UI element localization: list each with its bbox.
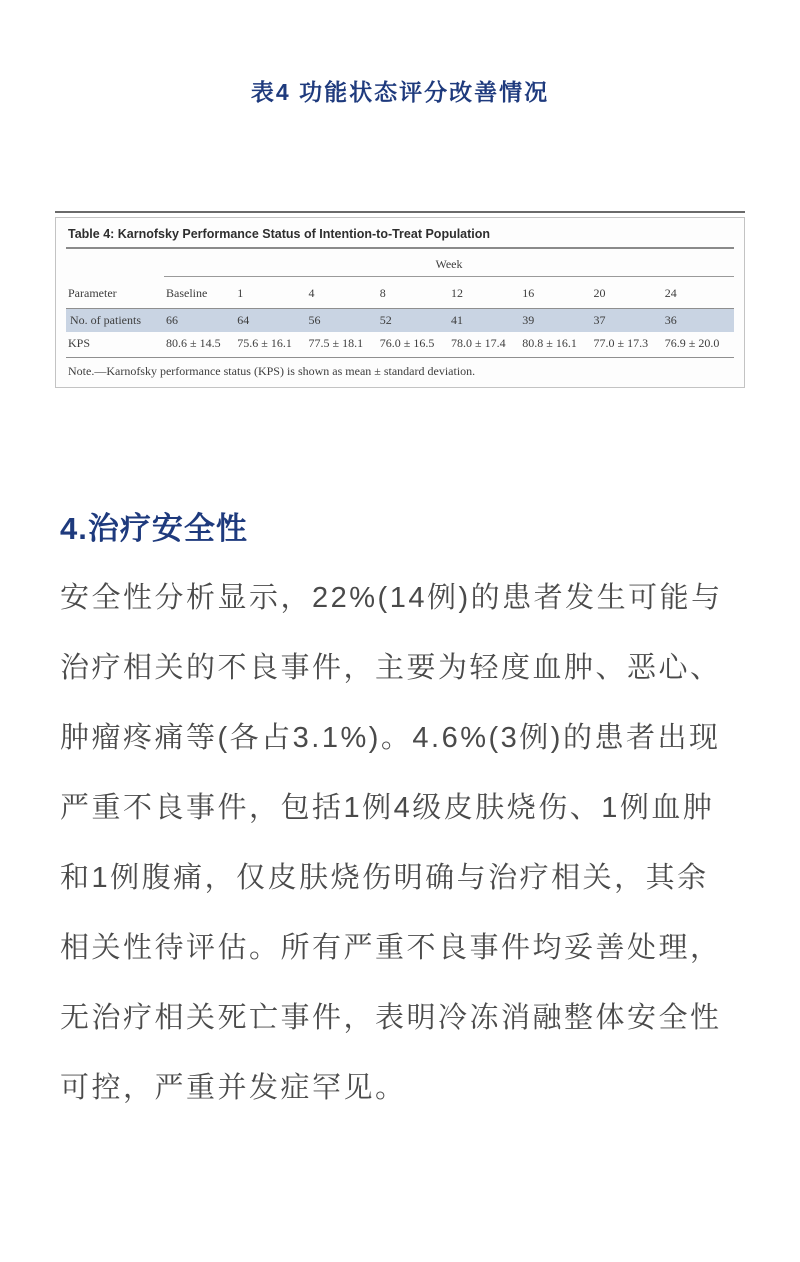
- column-header: Baseline: [164, 277, 235, 309]
- table-cell: 36: [663, 309, 734, 333]
- paragraph-line: 严重不良事件，包括1例4级皮肤烧伤、1例血肿: [60, 792, 715, 824]
- paragraph-line: 治疗相关的不良事件，主要为轻度血肿、恶心、: [60, 652, 722, 684]
- paragraph-line: 可控，严重并发症罕见。: [60, 1072, 407, 1104]
- row-label: KPS: [66, 332, 164, 358]
- table-box: [55, 217, 745, 388]
- table-cell: 56: [307, 309, 378, 333]
- table-cell: 76.9 ± 20.0: [663, 332, 734, 358]
- column-header: 24: [663, 277, 734, 309]
- column-header: 16: [520, 277, 591, 309]
- table-cell: 37: [592, 309, 663, 333]
- table-cell: 80.6 ± 14.5: [164, 332, 235, 358]
- journal-table-figure: [55, 211, 745, 388]
- table-cell: 80.8 ± 16.1: [520, 332, 591, 358]
- table-cell: 76.0 ± 16.5: [378, 332, 449, 358]
- column-header: 4: [307, 277, 378, 309]
- table-cell: 64: [235, 309, 306, 333]
- paragraph-line: 安全性分析显示，22%(14例)的患者发生可能与: [60, 582, 723, 614]
- table-cell: 66: [164, 309, 235, 333]
- row-label: No. of patients: [66, 309, 164, 333]
- column-header: 12: [449, 277, 520, 309]
- column-header: Parameter: [66, 277, 164, 309]
- column-header: 1: [235, 277, 306, 309]
- table-row: [66, 332, 734, 358]
- table-cell: 77.5 ± 18.1: [307, 332, 378, 358]
- table-cell: 39: [520, 309, 591, 333]
- table-top-rule: [55, 211, 745, 213]
- table-cell: 77.0 ± 17.3: [592, 332, 663, 358]
- column-header: 8: [378, 277, 449, 309]
- column-header: 20: [592, 277, 663, 309]
- paragraph-line: 无治疗相关死亡事件，表明冷冻消融整体安全性: [60, 1002, 722, 1034]
- week-spacer-cell: [66, 249, 164, 277]
- table-row: [66, 309, 734, 333]
- week-span-header: Week: [164, 249, 734, 277]
- table-cell: 41: [449, 309, 520, 333]
- table-week-row: [66, 249, 734, 277]
- body-paragraph: [60, 578, 750, 1138]
- table-note: Note.—Karnofsky performance status (KPS) is shown as mean ± standard deviation.: [68, 364, 476, 378]
- table-cell: 52: [378, 309, 449, 333]
- paragraph-line: 肿瘤疼痛等(各占3.1%)。4.6%(3例)的患者出现: [60, 722, 721, 754]
- karnofsky-table: [66, 249, 734, 358]
- table-cell: 78.0 ± 17.4: [449, 332, 520, 358]
- paragraph-line: 和1例腹痛，仅皮肤烧伤明确与治疗相关，其余: [60, 862, 709, 894]
- table-title: Table 4: Karnofsky Performance Status of Intention-to-Treat Population: [66, 225, 734, 249]
- section-heading: 4.治疗安全性: [60, 511, 248, 546]
- page-title: 表4 功能状态评分改善情况: [250, 79, 550, 105]
- table-header-row: [66, 277, 734, 309]
- table-cell: 75.6 ± 16.1: [235, 332, 306, 358]
- paragraph-line: 相关性待评估。所有严重不良事件均妥善处理，: [60, 932, 722, 964]
